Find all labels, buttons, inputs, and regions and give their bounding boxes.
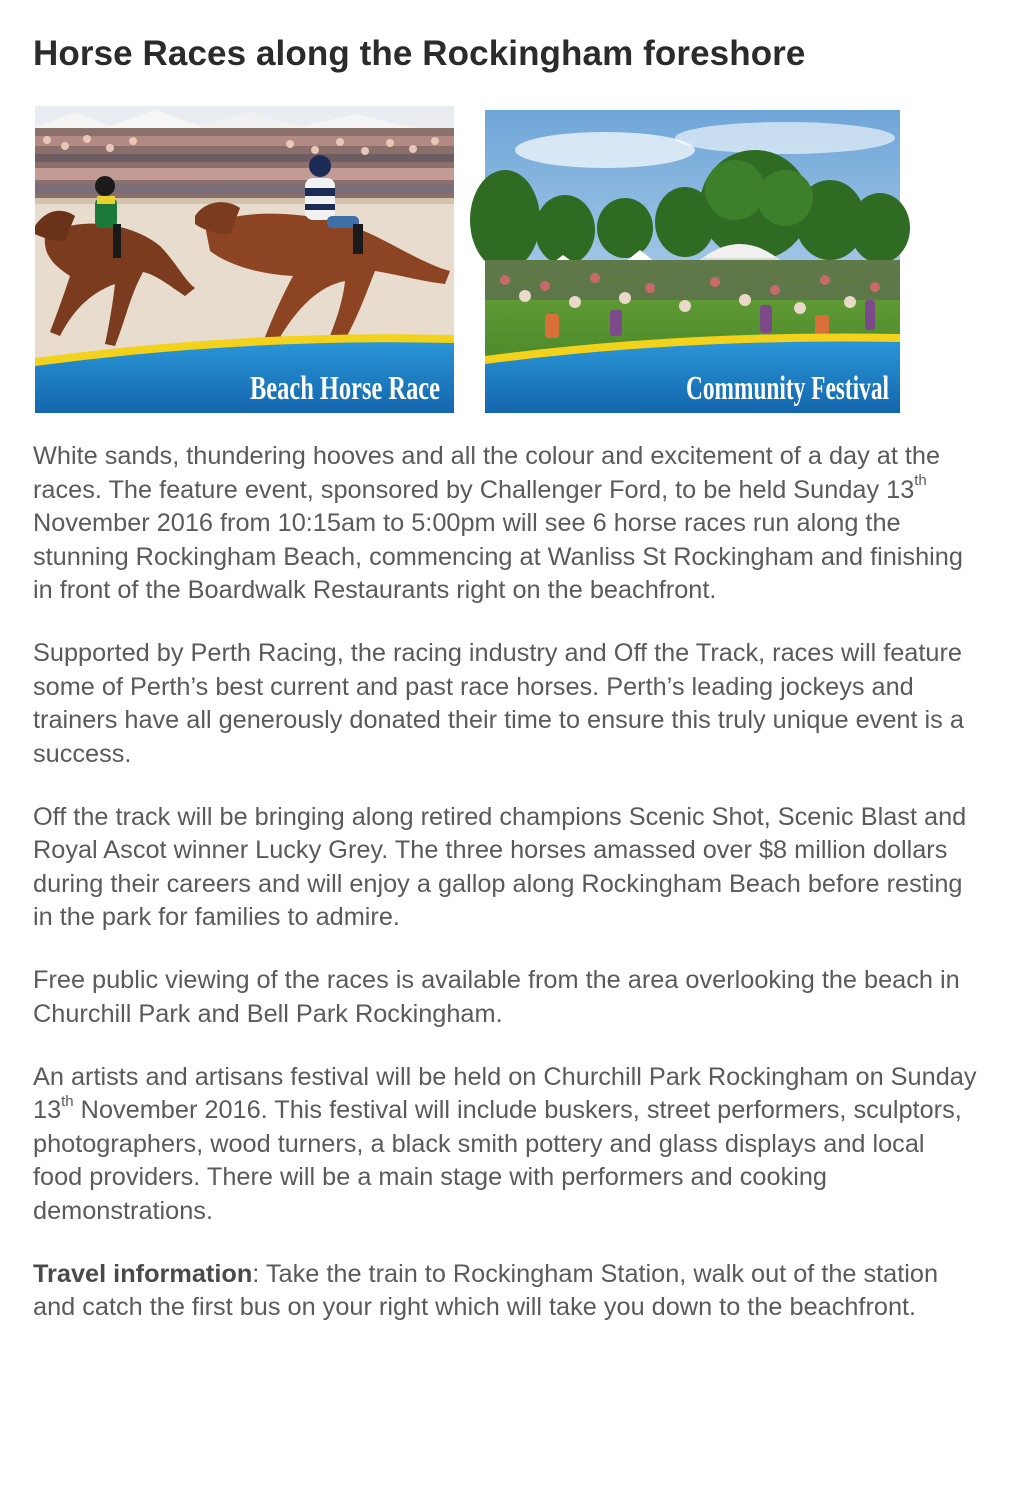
paragraph-text: November 2016. This festival will include buskers, street performers, sculptors, photographers, wood turners, a black smith pottery and glass displays and local food providers. There will be a main stage with performers and cooking demonstrations. [33, 1096, 962, 1225]
beach-horse-race-image [35, 106, 454, 413]
paragraph-travel [33, 1258, 978, 1325]
page-title: Horse Races along the Rockingham foreshore [33, 34, 806, 73]
paragraph-text: White sands, thundering hooves and all the colour and excitement of a day at the races. The feature event, sponsored by Challenger Ford, to be held Sunday 13 [33, 442, 941, 504]
paragraph-intro [33, 440, 978, 608]
community-festival-image [485, 110, 900, 413]
paragraph-text: November 2016 from 10:15am to 5:00pm will see 6 horse races run along the stunning Rockingham Beach, commencing at Wanliss St Rockingham and finishing in front of the Boardwalk Restaurants right on the beachfront. [33, 509, 963, 604]
date-suffix: th [914, 472, 927, 490]
paragraph-festival [33, 1061, 978, 1229]
paragraph-support: Supported by Perth Racing, the racing industry and Off the Track, races will feature some of Perth’s best current and past race horses. Perth’s leading jockeys and trainers have all generously donated their time to ensure this truly unique event is a success. [33, 639, 964, 768]
article-body [33, 440, 978, 1354]
travel-information-label: Travel information [33, 1259, 253, 1288]
image-caption: Community Festival [686, 370, 889, 407]
paragraph-champions: Off the track will be bringing along retired champions Scenic Shot, Scenic Blast and Royal Ascot winner Lucky Grey. The three horses amassed over $8 million dollars during their careers and will enjoy a gallop along Rockingham Beach before resting in the park for families to admire. [33, 802, 967, 931]
paragraph-text: : Take the train to Rockingham Station, walk out of the station and catch the first bus on your right which will take you down to the beachfront. [33, 1259, 939, 1321]
paragraph-text: An artists and artisans festival will be held on Churchill Park Rockingham on Sunday 13 [33, 1062, 977, 1124]
date-suffix: th [61, 1092, 74, 1110]
image-caption: Beach Horse Race [250, 370, 440, 407]
paragraph-viewing: Free public viewing of the races is available from the area overlooking the beach in Churchill Park and Bell Park Rockingham. [33, 966, 960, 1028]
